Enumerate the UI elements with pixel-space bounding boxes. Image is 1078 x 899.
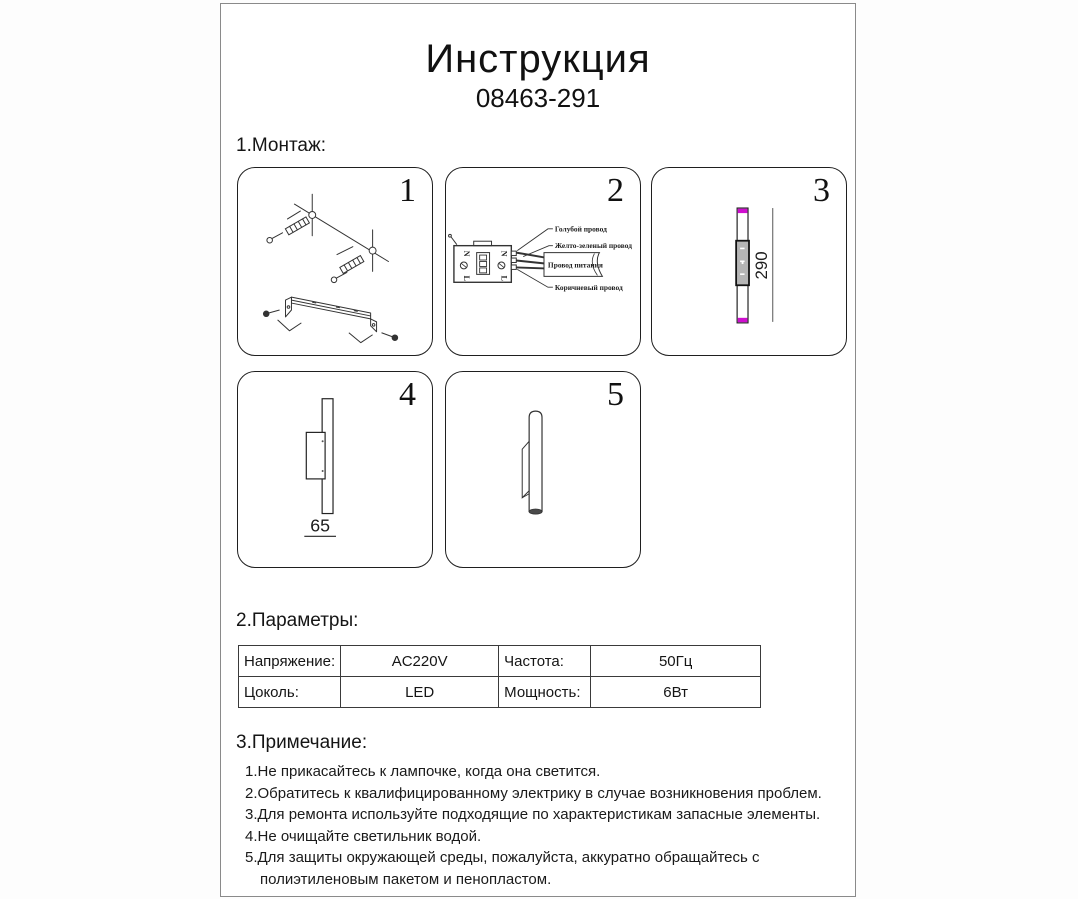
wires-icon: [511, 251, 545, 269]
brown-wire-label: Коричневый провод: [554, 283, 623, 293]
panel-number: 1: [399, 172, 416, 209]
param-label-frequency: Частота:: [499, 646, 591, 677]
terminal-n-label: N: [499, 250, 509, 257]
dimension-290: 290: [751, 251, 771, 280]
montage-step-1-panel: [237, 167, 433, 356]
wall-anchor-icon: [340, 256, 364, 274]
param-value-power: 6Вт: [591, 677, 761, 708]
model-number: 08463-291: [475, 83, 601, 113]
wall-anchor-icon: [285, 217, 309, 235]
table-row: [239, 646, 761, 677]
section-heading-montage: 1.Монтаж:: [236, 135, 326, 156]
montage-step-2-panel: [445, 167, 641, 356]
montage-step-4-panel: [237, 371, 433, 568]
blue-wire-label: Голубой провод: [554, 224, 607, 234]
panel-number: 4: [399, 376, 416, 413]
section-heading-notes: 3.Примечание:: [236, 732, 368, 753]
param-label-socket: Цоколь:: [239, 677, 341, 708]
terminal-l-label: L: [461, 275, 471, 281]
terminal-n-label: N: [461, 250, 471, 257]
section-heading-params: 2.Параметры:: [236, 610, 359, 631]
note-item: 1.Не прикасайтесь к лампочке, когда она светится.: [245, 763, 601, 780]
yellow-green-wire-label: Желто-зеленый провод: [554, 241, 632, 251]
notes-list: [245, 761, 835, 890]
panel-number: 3: [813, 172, 830, 209]
screw-icon: [267, 237, 273, 243]
bracket-section-icon: [736, 241, 749, 286]
table-row: [239, 677, 761, 708]
magenta-end-cap: [738, 318, 748, 322]
terminal-l-label: L: [499, 275, 509, 281]
screw-icon: [263, 311, 269, 317]
note-item: 5.Для защиты окружающей среды, пожалуйста, аккуратно обращайтесь с: [245, 849, 760, 866]
panel-number: 5: [607, 376, 624, 413]
instruction-page: [220, 3, 856, 897]
panel-number: 2: [607, 172, 624, 209]
cylinder-lamp-icon: [529, 411, 542, 514]
montage-step-3-panel: [651, 167, 847, 356]
note-item: 4.Не очищайте светильник водой.: [245, 827, 482, 845]
mounting-box-icon: [306, 432, 325, 479]
note-item: 3.Для ремонта используйте подходящие по характеристикам запасные элементы.: [245, 806, 821, 823]
screw-icon: [331, 277, 337, 283]
power-wire-label: Провод питания: [547, 260, 603, 270]
param-label-voltage: Напряжение:: [239, 646, 341, 677]
param-label-power: Мощность:: [499, 677, 591, 708]
montage-step-5-panel: [445, 371, 641, 568]
mounting-bracket-icon: [263, 297, 397, 343]
page-title: Инструкция: [425, 37, 651, 81]
screw-icon: [392, 335, 398, 341]
dip-switch-icon: [477, 253, 490, 275]
param-value-voltage: AC220V: [341, 646, 499, 677]
note-item-continuation: полиэтиленовым пакетом и пенопластом.: [260, 870, 552, 888]
param-value-frequency: 50Гц: [591, 646, 761, 677]
param-value-socket: LED: [341, 677, 499, 708]
wall-bracket-icon: [522, 441, 529, 497]
note-item: 2.Обратитесь к квалифицированному электрику в случае возникновения проблем.: [245, 784, 822, 802]
parameters-table: [238, 645, 761, 708]
dimension-65: 65: [310, 515, 331, 536]
magenta-end-cap: [738, 209, 748, 213]
